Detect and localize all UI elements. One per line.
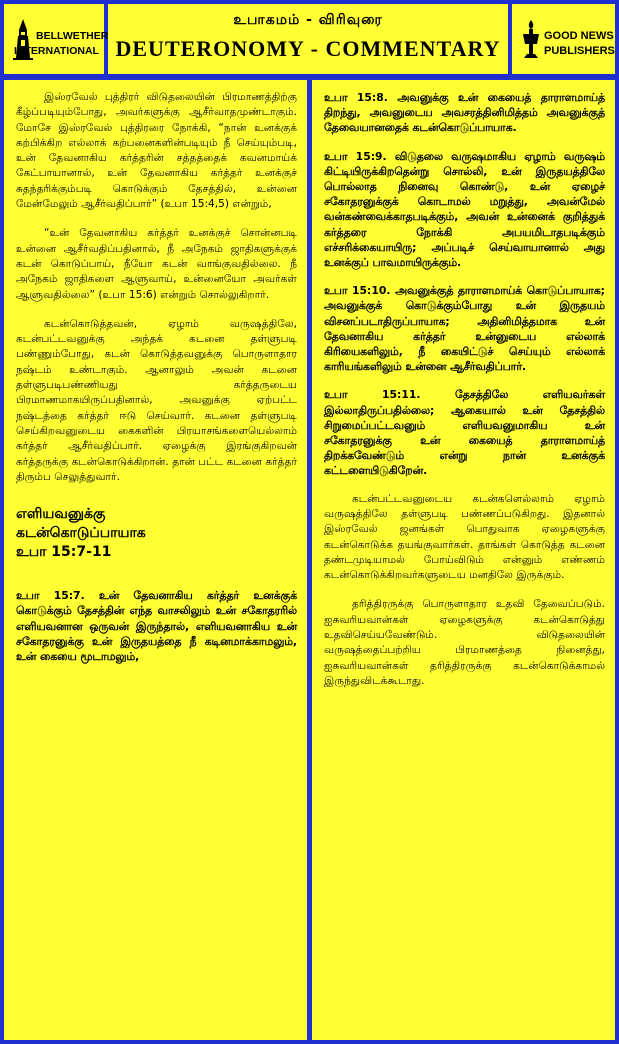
logo-left-line2: INTERNATIONAL: [14, 45, 99, 57]
verse-15-11: உபா 15:11. தேசத்திலே எளியவர்கள் இல்லாதிருப்பதில்லை; ஆகையால் உன் தேசத்தில் சிறுமைப்பட்டவனும் எளியவனுமாகிய உன் சகோதரனுக்கு உன் கையைத் தாராளமாய்த் திறக்கவேண்டும் என்று நான் உனக்குக் கட்டளையிடுகிறேன்.: [324, 388, 605, 478]
quote-paragraph: “உன் தேவனாகிய கர்த்தர் உனக்குச் சொன்னபடி உன்னை ஆசீர்வதிப்பதினால், நீ அநேகம் ஜாதிகளுக்குக் கடன் கொடுப்பாய், நீயோ கடன் வாங்குவதில்லை. நீ அநேகம் ஜாதிகளை ஆளுவாய், உன்னையோ அவர்கள் ஆளுவதில்லை” (உபா 15:6) என்றும் சொல்லுகிறார்.: [16, 227, 297, 301]
commentary-paragraph-2: தரித்திரருக்கு பொருளாதார உதவி தேவைப்படும். ஐசுவரியவான்கள் ஏழைகளுக்கு கடன்கொடுத்து உதவிசெய்யவேண்டும். விடுதலையின் வருஷத்தைப்பற்றிய பிரமாணத்தை நினைத்து, ஐசுவரியவான்கள் தரித்திரருக்கு கடன்கொடுக்காமல் இருந்துவிடக்கூடாது.: [324, 598, 605, 687]
section-heading-line1: எளியவனுக்கு: [16, 506, 106, 523]
bellwether-logo: [12, 18, 109, 64]
commentary-paragraph-1: கடன்பட்டவனுடைய கடன்களெல்லாம் ஏழாம் வருஷத்திலே தள்ளுபடி பண்ணப்படுகிறது. இதனால் இஸ்ரவேல் ஜனங்கள் பொதுவாக ஏழைகளுக்கு கடன்கொடுக்க தயங்குவார்கள். தாங்கள் கொடுத்த கடனை தண்டமுடியாமல் போய்விடும் என்னும் எண்ணம் கடன்கொடுக்கிறவர்களுடைய மனதிலே இருக்கும்.: [324, 492, 605, 582]
page-header: [108, 4, 508, 74]
left-column: [4, 80, 307, 1040]
section-heading: [16, 505, 297, 562]
verse-15-8: உபா 15:8. அவனுக்கு உன் கையைத் தாராளமாய்த் திறந்து, அவனுடைய அவசரத்தினிமித்தம் அவனுக்குத் தேவையானதைக் கடன்கொடுப்பாயாக.: [324, 91, 605, 135]
intro-paragraph: இஸ்ரவேல் புத்திரர் விடுதலையின் பிரமாணத்திற்கு கீழ்ப்படியும்போது, அவர்களுக்கு ஆசீர்வாதமுண்டாகும். மோசே இஸ்ரவேல் புத்திரரை நோக்கி, “நான் உனக்குக் கற்பிக்கிற எல்லாக் கற்பனைகளின்படியும் நீ செய்யும்படி, உன் தேவனாகிய கர்த்தரின் சத்தத்தைக் கவனமாய்க் கேட்பாயானால், உன் தேவனாகிய கர்த்தர் உனக்குச் சுதந்தரிக்கும்படி கொடுக்கும் தேசத்தில், உன்னை மேன்மேலும் ஆசீர்வதிப்பார்” (உபா 15:4,5) என்றும்,: [16, 91, 297, 211]
title-tamil: உபாகமம் - விரிவுரை: [233, 12, 383, 28]
verse-15-7: உபா 15:7. உன் தேவனாகிய கர்த்தர் உனக்குக் கொடுக்கும் தேசத்தின் எந்த வாசலிலும் உன் சகோதரரில் எளியவனான ஒருவன் இருந்தால், எளியவனாகிய உன் சகோதரனுக்கு உன் இருதயத்தை நீ கடினமாக்காமலும், உன் கையை மூடாமலும்,: [16, 589, 297, 663]
section-heading-reference: உபா 15:7-11: [16, 544, 112, 561]
logo-left-line1: BELLWETHER: [36, 30, 109, 42]
right-column: [312, 80, 615, 1040]
logo-right-line2: PUBLISHERS: [544, 45, 615, 57]
good-news-logo: [520, 18, 615, 64]
verse-15-10: உபா 15:10. அவனுக்குத் தாராளமாய்க் கொடுப்பாயாக; அவனுக்குக் கொடுக்கும்போது உன் இருதயம் விசனப்படாதிருப்பாயாக; அதினிமித்தமாக உன் தேவனாகிய கர்த்தர் உன்னுடைய எல்லாக் கிரியைகளிலும், நீ கையிட்டுச் செய்யும் எல்லாக் காரியங்களிலும் உன்னை ஆசீர்வதிப்பார்.: [324, 284, 605, 374]
title-english: DEUTERONOMY - COMMENTARY: [115, 36, 501, 61]
logo-right-line1: GOOD NEWS: [544, 30, 614, 42]
explanation-paragraph: கடன்கொடுத்தவன், ஏழாம் வருஷத்திலே, கடன்பட்டவனுக்கு அந்தக் கடனை தள்ளுபடி பண்ணும்போது, கடன் கொடுத்தவனுக்கு பொருளாதார நஷ்டம் உண்டாகும். ஆனாலும் அவன் கடனை தள்ளுபடிபண்ணியது கர்த்தருடைய பிரமாணமாகயிருப்பதினால், அவனுக்கு ஏற்பட்ட நஷ்டத்தை கர்த்தர் ஈடு செய்வார். கடனை தள்ளுபடி செய்கிறவனுடைய கைகளின் பிரயாசங்களையெல்லாம் கர்த்தர் ஆசீர்வதிப்பார். ஏழைக்கு இரங்குகிறவன் கர்த்தருக்கு கடன்கொடுக்கிறான். தான் பட்ட கடனை கர்த்தர் திரும்ப செலுத்துவார்.: [16, 317, 297, 483]
lamp-icon: [520, 18, 542, 60]
publisher-logo-right: [512, 4, 615, 74]
publisher-logo-left: [4, 4, 109, 74]
section-heading-line2: கடன்கொடுப்பாயாக: [16, 525, 146, 542]
verse-15-9: உபா 15:9. விடுதலை வருஷமாகிய ஏழாம் வருஷம் கிட்டியிருக்கிறதென்று சொல்லி, உன் இருதயத்திலே பொல்லாத நினைவு கொண்டு, உன் ஏழைச் சகோதரனுக்குக் கொடாமல் மறுத்து, அவன்மேல் வன்கண்வைக்காதபடிக்கும், அவன் உன்னைக் குறித்துக் கர்த்தரை நோக்கி அபயமிடாதபடிக்கும் எச்சரிக்கையாயிரு; அப்படிச் செய்வாயானால் அது உனக்குப் பாவமாயிருக்கும்.: [324, 149, 605, 270]
